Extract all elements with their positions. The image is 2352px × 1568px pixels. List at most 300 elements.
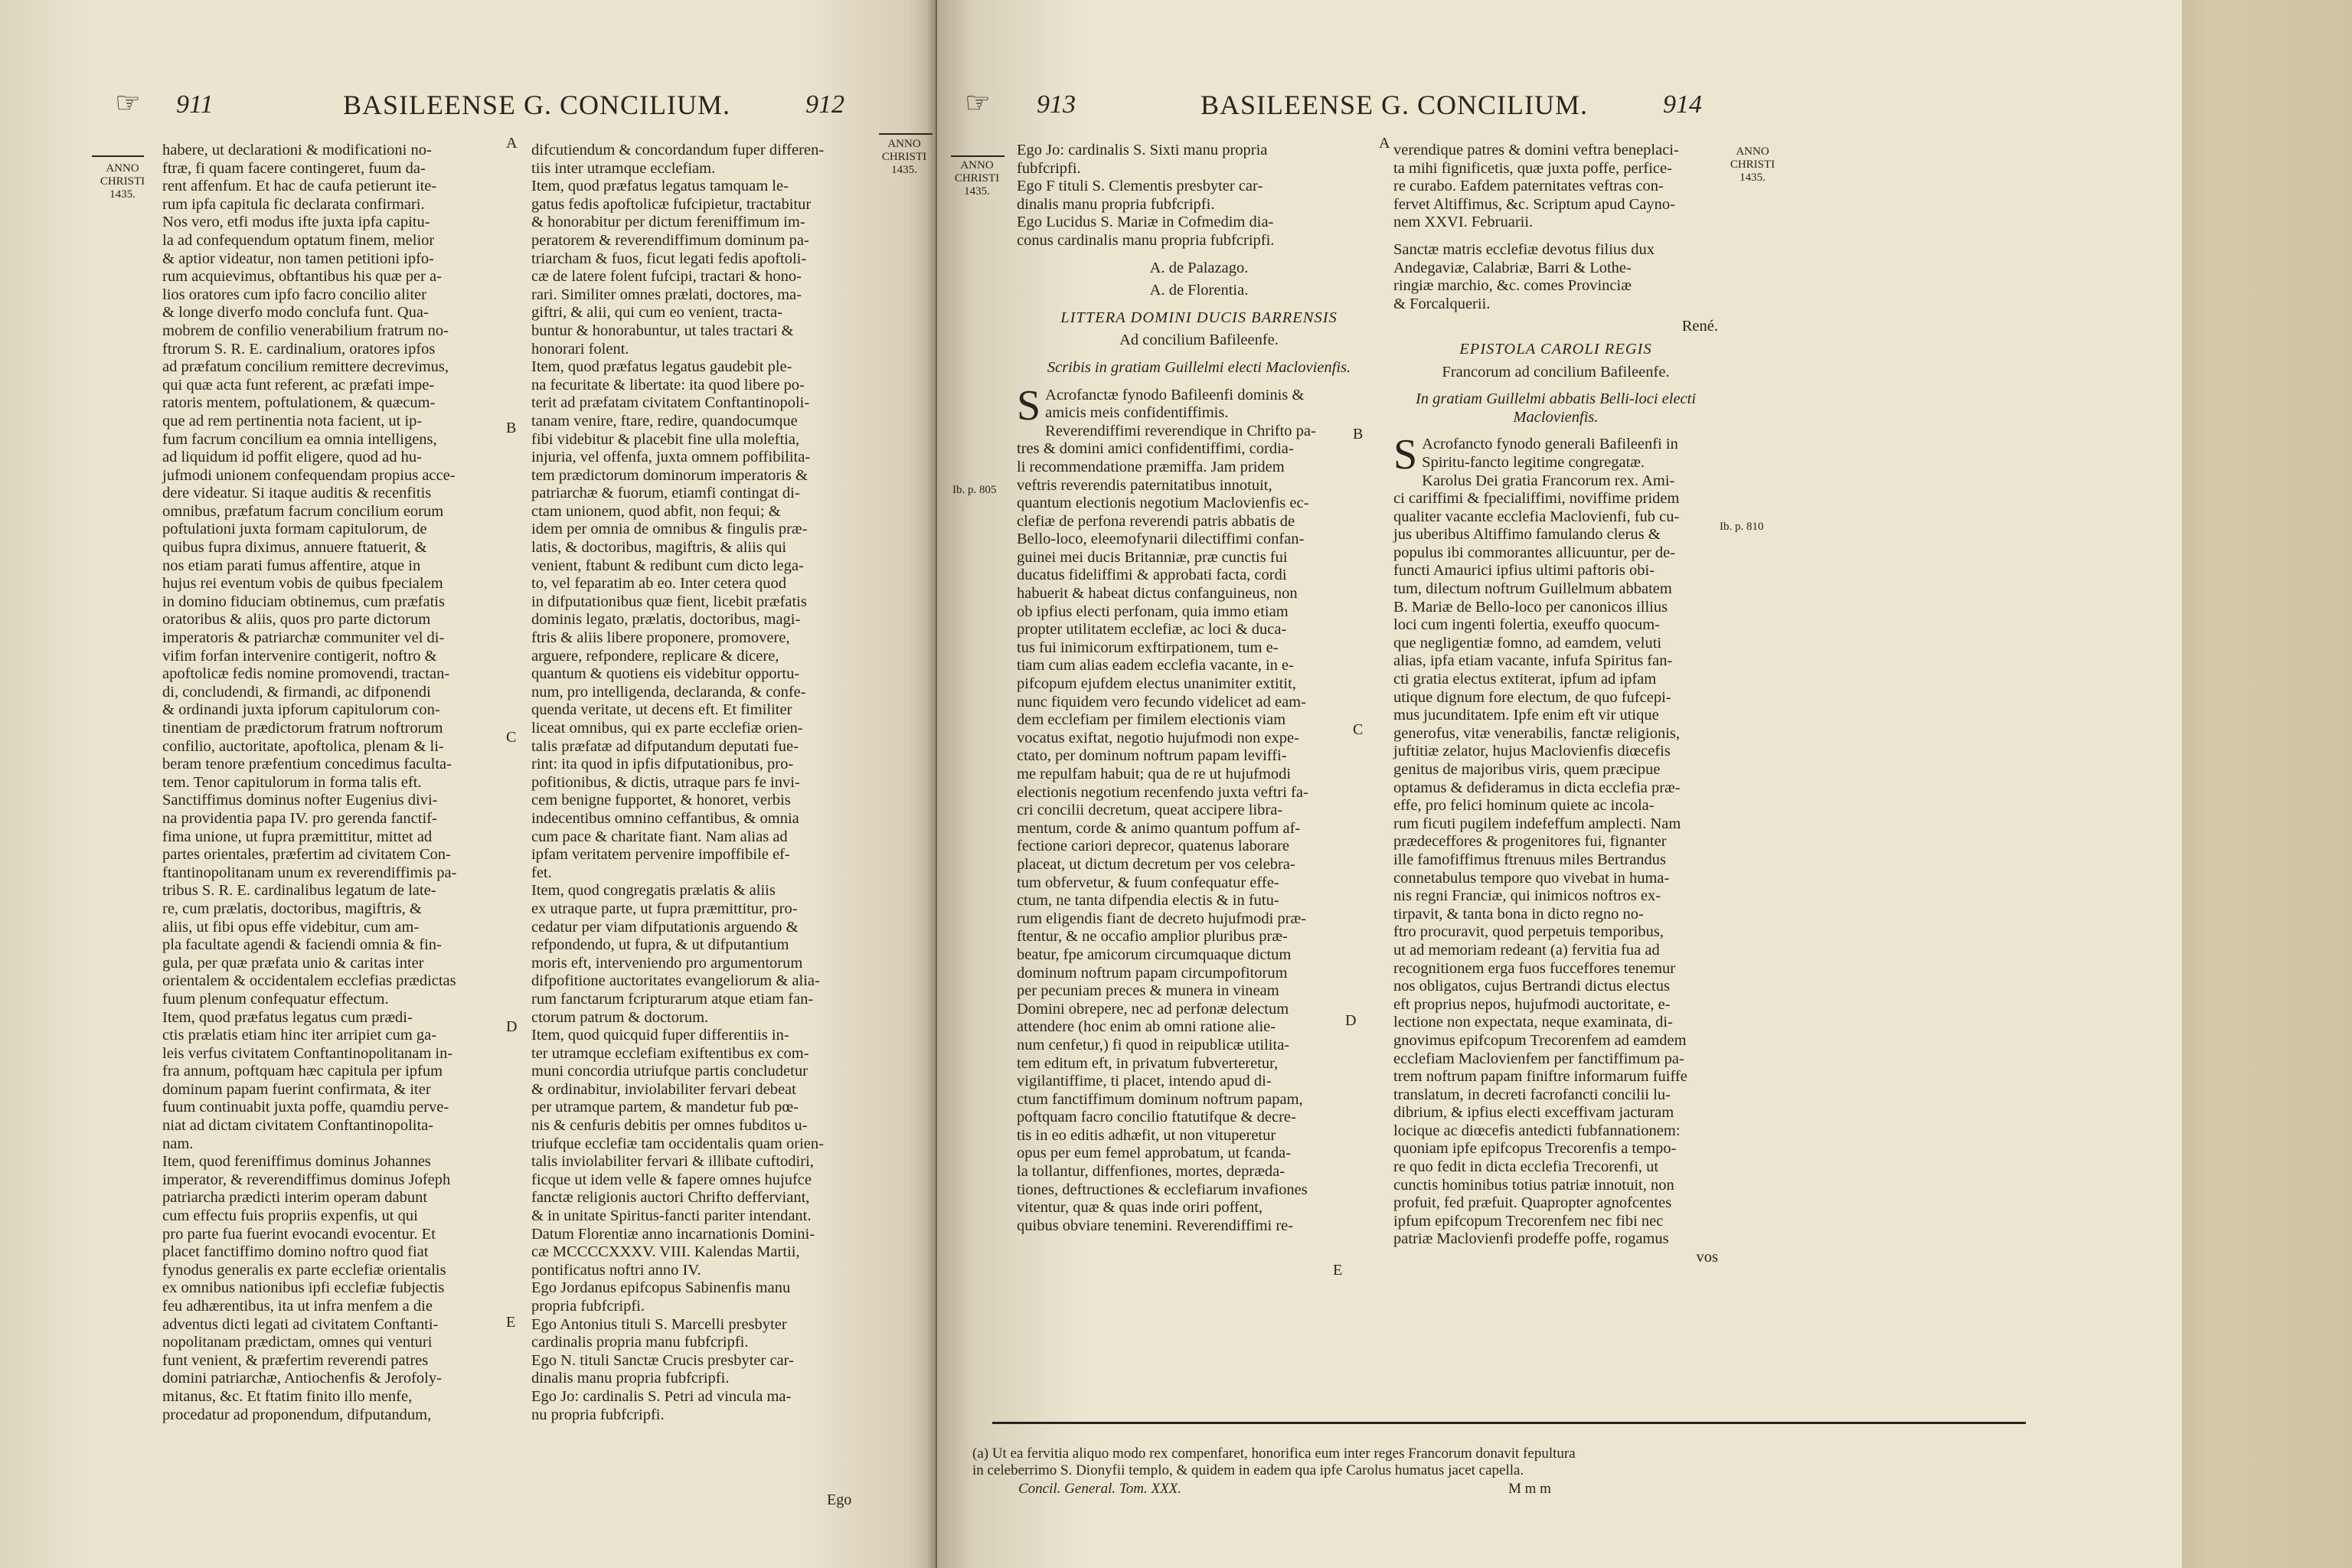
text-line: pla facultate agendi & faciendi omnia & fin- [162,936,442,954]
left-column-2 [531,142,876,1442]
footnote-rule [992,1422,2026,1424]
text-line: locique ac diœcefis antedicti fubfannationem: [1393,1122,1681,1139]
text-line: fibi videbitur & placebit fine ulla moleftia, [531,430,800,448]
text-line: placeat, ut dictum decretum per vos celebra- [1017,855,1295,873]
text-line: mus jucunditatem. Ipfe enim eft vir utique [1393,707,1659,724]
letter-title: LITTERA DOMINI DUCIS BARRENSIS [1060,309,1338,326]
page-number-911: 911 [176,90,214,119]
text-line: tum, dilectum noftrum Guillelmum abbatem [1393,580,1672,598]
text-line: B. Mariæ de Bello-loco per canonicos illius [1393,598,1668,616]
margin-letter-b: B [506,420,517,436]
text-line: Ego F tituli S. Clementis presbyter car- [1017,178,1263,195]
text-line: difcutiendum & concordandum fuper differen- [531,142,825,158]
text-line: pro parte fua fuerint evocandi evocentur. Et [162,1225,436,1243]
anno-christi-right: ANNO CHRISTI 1435. [881,138,927,176]
text-line: fuum plenum confequatur effectum. [162,990,389,1008]
text-line: difpofitione auctoritates evangeliorum & alia- [531,972,820,990]
text-line: placet fanctiffimo domino noftro quod fiat [162,1243,429,1261]
text-line: rint: ita quod in ipfis difputationibus, pro- [531,756,794,773]
spacer [1393,381,1718,390]
text-line: habere, ut declarationi & modificationi no- [162,142,432,158]
margin-letter-d: D [1345,1012,1357,1029]
text-line: li recommendatione præmiffa. Jam pridem [1017,458,1285,475]
text-line: vitentur, quæ & quas inde oriri poffent, [1017,1199,1263,1217]
text-line: Ego Lucidus S. Mariæ in Cofmedim dia- [1017,214,1274,231]
margin-letter-c: C [506,729,517,746]
text-line: Domini obrepere, nec ad perfonæ delectum [1017,1000,1289,1018]
text-line: fum facrum concilium ea omnia intelligens, [162,430,437,448]
text-line: beatur, fpe amicorum circumquaque dictum [1017,946,1292,963]
text-line: pofitionibus, & dictis, utraque pars fe invi- [531,773,800,791]
signature-rene: René. [1681,318,1718,335]
spacer [1017,377,1381,387]
page-number-913: 913 [1037,90,1076,119]
text-line: Item, quod præfatus legatus cum prædi- [162,1008,413,1026]
text-line: refpondendo, ut fupra, & ut difputantium [531,936,789,954]
text-line: lios oratores cum ipfo facro concilio aliter [162,286,426,303]
text-line: gnovimus epifcopum Trecorenfem ad eamdem [1393,1031,1687,1049]
text-line: optamus & defideramus in dicta ecclefia præ- [1393,779,1681,796]
text-line: electionis negotium recenfendo juxta veftri fa- [1017,783,1308,801]
spacer [1393,232,1718,241]
epistle-note: In gratiam Guillelmi abbatis Belli-loci electi Maclovienfis. [1415,390,1697,426]
text-line: tinentiam de prædictorum fratrum noftrorum [162,720,443,737]
text-line: cæ MCCCCXXXV. VIII. Kalendas Martii, [531,1243,800,1261]
text-line: liceat omnibus, qui ex parte ecclefiæ orien- [531,720,803,737]
signatory: A. de Palazago. [1149,259,1249,276]
text-line: Ego Jo: cardinalis S. Petri ad vincula ma- [531,1387,792,1405]
text-line: adventus dicti legati ad civitatem Conftanti- [162,1315,439,1333]
text-line: nis regni Franciæ, qui inimicos noftros ex- [1393,887,1661,905]
text-line: propter utilitatem ecclefiæ, ac loci & duca- [1017,621,1287,639]
text-line: & Forcalquerii. [1393,295,1491,312]
text-line: mentum, corde & animo quantum poffum af- [1017,819,1301,837]
text-line: ftro procuravit, quod perpetuis temporibus, [1393,923,1664,941]
text-line: mobrem de confilio venerabilium fratrum no- [162,322,449,339]
text-line: nu propria fubfcripfi. [531,1406,665,1423]
text-line: nis & cenfuris debitis per omnes fubditos u- [531,1117,808,1135]
text-line: nos obligatos, cujus Bertrandi dictus electus [1393,978,1670,995]
text-line: ut ad memoriam redeant (a) fervitia fua ad [1393,941,1660,959]
text-line: Sanctiffimus dominus nofter Eugenius divi- [162,792,438,809]
text-line: confilio, auctoritate, apoftolica, plenam & li- [162,737,444,755]
text-line: Nos vero, etfi modus ifte juxta ipfa capitu- [162,214,430,231]
text-line: domini patriarchæ, Antiochenfis & Jerofoly- [162,1370,442,1387]
text-line: veftris reverendis paternitatibus innotuit, [1017,476,1272,494]
margin-letter-c: C [1353,721,1364,738]
text-line: mitanus, &c. Et ftatim finito illo menfe, [162,1387,413,1405]
text-line: generofus, vitæ venerabilis, fanctæ religionis, [1393,724,1681,742]
text-line: connetabulus tempore quo vivebat in huma- [1393,869,1670,887]
right-column-2 [1393,142,1718,1267]
text-line: & longe diverfo modo conclufa funt. Qua- [162,304,429,322]
text-line: Reverendiffimi reverendique in Chrifto pa- [1045,422,1316,439]
text-line: ex utraque parte, ut fupra præmittitur, pro- [531,900,798,917]
text-line: dere videatur. Si itaque auditis & recenfitis [162,485,432,502]
catchword-left: Ego [827,1491,852,1508]
text-line: rum eligendis fiant de decreto hujufmodi præ- [1017,910,1307,927]
text-line: rum ficuti pugilem indefeffum amplecti. Nam [1393,815,1681,832]
text-line: tum obfervetur, & fuum confequatur effe- [1017,874,1279,891]
text-line: ftantinopolitanam unum ex reverendiffimis pa- [162,864,457,881]
text-line: tem editum eft, in privatum fubverteretur, [1017,1054,1279,1072]
text-line: fet. [531,864,552,881]
text-line: ratoris mentem, poftulationem, & quæcum- [162,394,436,412]
text-line: gatus fedis apoftolicæ fufcipietur, tractabitur [531,195,812,213]
pointing-hand-icon: ☞ [115,87,142,119]
text-line: utique dignum fore electum, de quo fufcepi- [1393,688,1671,706]
text-line: ipfum epifcopum Trecorenfem nec fibi nec [1393,1212,1664,1230]
text-line: talis præfatæ ad difputandum deputati fue- [531,737,799,755]
text-line: patriarchæ & fuorum, etiamfi contingat di- [531,485,800,502]
left-column-1 [162,142,519,1424]
text-line: ftris & aliis libere proponere, promovere, [531,629,790,647]
text-line: & ordinabitur, inviolabiliter fervari debeat [531,1080,796,1098]
text-line: re, cum prælatis, doctoribus, magiftris, & [162,900,422,917]
text-line: verendique patres & domini veftra beneplaci- [1393,142,1679,158]
text-line: ducatus fideliffimi & approbati facta, cordi [1017,567,1287,584]
text-line: na providentia papa IV. pro gerenda fanctif- [162,809,437,827]
text-line: cunctis hominibus totius patriæ innotuit, non [1393,1176,1674,1194]
text-line: pontificatus noftri anno IV. [531,1261,701,1279]
margin-letter-e: E [506,1314,516,1331]
text-line: giftri, & alii, qui cum eo venient, tracta- [531,304,782,322]
text-line: Datum Florentiæ anno incarnationis Domini- [531,1225,815,1243]
text-line: quantum & quotiens eis videbitur opportu- [531,665,800,683]
text-line: indecentibus omnino ceffantibus, & omnia [531,809,799,827]
text-line: vocatus exiftat, negotio hujufmodi non expe- [1017,729,1299,746]
text-line: Item, quod fereniffimus dominus Johannes [162,1153,431,1171]
text-line: num, pro intelligenda, declaranda, & confe- [531,683,806,701]
text-line: habuerit & habeat dictus confanguineus, non [1017,585,1298,603]
margin-letter-a: A [1379,135,1390,152]
text-line: tem. Tenor capitulorum in forma talis eft. [162,773,422,791]
text-line: latis, & doctoribus, magiftris, & aliis qui [531,539,787,557]
anno-christi-left: ANNO CHRISTI 1435. [100,162,145,201]
text-line: eft proprius nepos, hujufmodi auctoritate, e- [1393,995,1671,1013]
text-line: nunc fiquidem vero fecundo videlicet ad eam- [1017,693,1306,710]
text-line: to, vel feparatim ab eo. Inter cetera quod [531,575,786,593]
text-line: injuria, vel offenfa, juxta omnem poffibilita- [531,449,811,466]
text-line: fectione cariori deprecor, quatenus laborare [1017,838,1290,855]
text-line: ctum, ne tanta difpendia electis & in futu- [1017,892,1279,910]
text-line: feu adhærentibus, ita ut infra menfem a die [162,1298,433,1315]
footnote [972,1446,2060,1499]
text-line: vigilantiffime, ti placet, intendo apud di- [1017,1073,1272,1090]
text-line: re curabo. Eafdem paternitates veftras con- [1393,178,1664,195]
text-line: ob ipfius electi perfonam, quia immo etiam [1017,603,1289,620]
text-line: translatum, in decreti facrofancti concilii lu- [1393,1086,1671,1103]
text-line: & honorabitur per dictum fereniffimum im- [531,214,805,231]
text-line: populus ibi commorantes allicuuntur, per de- [1393,544,1676,561]
text-line: buntur & honorabuntur, ut tales tractari & [531,322,794,339]
text-line: Ego Antonius tituli S. Marcelli presbyter [531,1315,787,1333]
text-line: fuum continuabit juxta poffe, quamdiu perve- [162,1099,449,1116]
text-line: partes orientales, præfertim ad civitatem Con- [162,846,451,864]
text-line: amicis meis confidentiffimis. [1045,404,1229,422]
text-line: dinalis manu propria fubfcripfi. [1017,195,1215,213]
text-line: di, concludendi, & firmandi, ac difponendi [162,683,431,701]
anno-christi-left: ANNO CHRISTI 1435. [954,159,1000,198]
text-line: quibus obviare tenemini. Reverendiffimi re- [1017,1217,1294,1234]
text-line: dominum papam fuerint confirmata, & iter [162,1080,431,1098]
text-line: tiis inter utramque ecclefiam. [531,159,716,177]
text-line: hujus rei eventum vobis de quibus fpecialem [162,575,443,593]
anno-rule-right [879,133,933,135]
text-line: triarcham & fuos, ficut legati fedis apoftoli- [531,250,807,267]
text-line: tres & domini amici confidentiffimi, cordia- [1017,440,1294,458]
page-number-912: 912 [805,90,844,119]
text-line: ecclefiam Maclovienfem per fanctiffimum pa- [1393,1050,1684,1067]
text-line: que ad rem pertinentia nota facient, ut ip- [162,412,423,430]
text-line: juftitiæ zelator, hujus Maclovienfis diœcefis [1393,743,1671,760]
text-line: ctam unionem, quod abfit, non fequi; & [531,502,781,520]
text-line: per pecuniam preces & munera in vineam [1017,982,1279,1000]
text-line: Andegaviæ, Calabriæ, Barri & Lothe- [1393,259,1632,276]
text-line: ctis prælatis etiam hinc iter arripiet cum ga- [162,1027,437,1044]
spacer [1017,250,1381,260]
left-page-header [0,87,936,129]
text-line: S Acrofancto fynodo generali Bafileenfi in [1393,431,1678,479]
text-line: clefiæ de perfona reverendi patris abbatis de [1017,512,1295,530]
text-line: tiam cum alias eadem ecclefia vacante, in e- [1017,657,1294,675]
text-line: ipfam veritatem pervenire impoffibile ef- [531,846,790,864]
text-line: alias, ipfa etiam vacante, infufa Spiritus fan- [1393,652,1673,670]
text-line: la tollantur, diffenfiones, mortes, depræda- [1017,1163,1285,1181]
spacer [1017,300,1381,309]
text-line: fanctæ religionis auctori Chrifto defferviant, [531,1189,810,1207]
text-line: dominis legato, prælatis, doctoribus, magi- [531,611,801,629]
text-line: ftræ, fi quam facere contingeret, fuum da- [162,159,426,177]
text-line: nos etiam parati fumus affentire, atque in [162,557,421,574]
gathering-signature: M m m [1508,1481,1551,1497]
text-line: loci cum ingenti folertia, exeuffo quocum- [1393,616,1661,634]
text-line: ille famofiffimus ftrenuus miles Bertrandus [1393,851,1667,868]
text-line: jufmodi unionem confequendam propius acce- [162,466,456,484]
text-line: effe, pro felici hominum quiete ac incola- [1393,797,1655,815]
text-line: honorari folent. [531,340,629,358]
source-ref-left: Ib. p. 805 [952,484,997,496]
text-line: rum acquievimus, obftantibus his quæ per a- [162,268,442,286]
epistle-title: EPISTOLA CAROLI REGIS [1459,340,1652,358]
text-line: omnibus, præfatum facrum concilium eorum [162,502,444,520]
text-line: la ad confequendum optatum finem, melior [162,231,435,249]
text-line: cti gratia electus extiterat, ipfum ad ipfam [1393,671,1657,688]
text-line: cri concilii decretum, queat accipere libra- [1017,802,1283,819]
text-line: re quo fedit in dicta ecclefia Trecorenfi, ut [1393,1158,1659,1176]
right-column-1 [1017,142,1381,1235]
text-line: ctorum patrum & doctorum. [531,1008,709,1026]
text-line: ad liquidum id poffit eligere, quod ad hu- [162,449,422,466]
text-line: S Acrofanctæ fynodo Bafileenfi dominis & [1017,381,1305,430]
text-line: guinei mei ducis Britanniæ, præ cunctis fui [1017,548,1288,566]
text-line: opus per eum femel approbatum, ut fcanda- [1017,1145,1292,1162]
text-line: qui quæ acta funt referent, ac præfati impe- [162,376,435,394]
right-page-header [937,87,2182,129]
text-line: ctum fanctiffimum dominum noftrum papam, [1017,1090,1303,1108]
text-line: imperatoris & patriarchæ communiter vel di- [162,629,445,647]
text-line: lectione non expectata, neque examinata, di- [1393,1014,1673,1031]
text-line: tirpavit, & tanta bona in dicto regno no- [1393,905,1644,923]
text-line: dinalis manu propria fubfcripfi. [531,1370,730,1387]
margin-letter-a: A [506,135,518,152]
right-page [937,0,2182,1568]
text-line: fima unione, ut fupra præmittitur, mittet ad [162,828,433,845]
margin-letter-d: D [506,1018,518,1035]
text-line: cardinalis propria manu fubfcripfi. [531,1334,749,1351]
text-line: dibrium, & ipfius electi exceffivam jacturam [1393,1104,1674,1122]
anno-rule-left [951,155,1004,157]
footnote-line-1: (a) Ut ea fervitia aliquo modo rex compenfaret, honorifica eum inter reges Francorum donavit fepultura [972,1446,1576,1462]
text-line: orientalem & occidentalem ecclefias prædictas [162,972,456,990]
text-line: conus cardinalis manu propria fubfcripfi. [1017,231,1275,249]
text-line: rum fanctarum fcripturarum atque etiam fan- [531,990,814,1008]
text-line: num cenfetur,) fi quod in reipublicæ utilita- [1017,1036,1290,1054]
text-line: profuit, fed præfuit. Quapropter agnofcentes [1393,1194,1672,1212]
text-line: poftulationi juxta formam capitulorum, de [162,521,427,538]
letter-note: Scribis in gratiam Guillelmi electi Maclovienfis. [1047,358,1351,376]
text-line: que negligentiæ fomno, ad eamdem, veluti [1393,634,1662,652]
text-line: cæ de latere folent fufcipi, tractari & hono- [531,268,802,286]
text-line: beram tenore præfentium concedimus faculta- [162,756,452,773]
text-line: ex omnibus nationibus ipfi ecclefiæ fubjectis [162,1279,445,1297]
spacer [1393,426,1718,436]
text-line: quenda veritate, ut decens eft. Et fimiliter [531,701,792,719]
text-line: tem prædictorum dominorum imperatoris & [531,466,808,484]
pointing-hand-icon: ☞ [965,87,991,119]
text-line: & in unitate Spiritus-fancti pariter intendant. [531,1207,812,1225]
text-line: tanam venire, ftare, redire, quandocumque [531,412,798,430]
running-title: BASILEENSE G. CONCILIUM. [343,90,730,120]
left-page [0,0,936,1568]
text-line: quantum electionis negotium Maclovienfis ec- [1017,495,1309,512]
text-line: Sanctæ matris ecclefiæ devotus filius dux [1393,240,1655,258]
text-line: cem benigne fupportet, & honoret, verbis [531,792,791,809]
anno-rule-left [92,155,144,157]
text-line: in difputationibus quæ fient, licebit præfatis [531,593,807,610]
letter-subtitle: Ad concilium Bafileenfe. [1119,332,1279,349]
text-line: attendere (hoc enim ab omni ratione alie- [1017,1018,1276,1036]
text-line: Karolus Dei gratia Francorum rex. Ami- [1422,472,1675,489]
text-line: poftquam facro concilio ftatutifque & decre- [1017,1109,1296,1126]
text-line: Bello-loco, eleemofynarii dilectiffimi confan- [1017,531,1305,548]
text-line: me repulfam habuit; qua de re ut hujufmodi [1017,766,1292,782]
text-line: peratorem & reverendiffimum dominum pa- [531,231,809,249]
text-line: recognitionem erga fuos fucceffores tenemur [1393,959,1676,977]
text-line: patriæ Maclovienfi prodeffe poffe, rogamus [1393,1230,1669,1248]
text-line: arguere, refpondere, replicare & dicere, [531,647,779,665]
text-line: terit ad præfatam civitatem Conftantinopoli- [531,394,810,412]
text-line: fynodus generalis ex parte ecclefiæ orientalis [162,1261,446,1279]
text-line: quibus fupra diximus, annuere ftatuerit, & [162,539,427,557]
page-number-914: 914 [1663,90,1702,119]
epistle-subtitle: Francorum ad concilium Bafileenfe. [1442,363,1670,381]
footnote-line-2: in celeberrimo S. Dionyfii templo, & quidem in eadem qua ipfe Carolus humatus jacet capella. [972,1462,1524,1478]
text-line: idem per omnia de omnibus & fingulis præ- [531,521,808,538]
text-line: Ego N. tituli Sanctæ Crucis presbyter car- [531,1351,794,1369]
text-line: trem noftrum papam finiftre informarum fuiffe [1393,1068,1687,1086]
text-line: Item, quod quicquid fuper differentiis in- [531,1027,789,1044]
text-line: per utramque partem, & mandetur fub pœ- [531,1099,799,1116]
running-title: BASILEENSE G. CONCILIUM. [1200,90,1588,120]
text-line: tribus S. R. E. cardinalibus legatum de late- [162,882,436,900]
text-line: na fecuritate & libertate: ita quod libere po- [531,376,805,394]
text-line: & aptior videatur, non tamen petitioni ipfo- [162,250,434,267]
text-line: ctato, per dominum noftrum papam leviffi- [1017,747,1287,765]
text-line: jus uberibus Altiffimo famulando clerus & [1393,526,1661,544]
spacer [1017,350,1381,359]
text-line: cum effectu fuis propriis expenfis, ut qui [162,1207,418,1225]
text-line: procedatur ad proponendum, difputandum, [162,1406,432,1423]
text-line: quoniam ipfe epifcopus Trecorenfis a tempo- [1393,1140,1677,1158]
text-line: functi Amaurici ipfius ultimi paftoris obi- [1393,562,1655,580]
text-line: genitus de majoribus viris, quem præcipue [1393,761,1661,778]
text-line: tus fui inimicorum exftirpationem, tum e- [1017,639,1279,656]
text-line: venient, ftabunt & redibunt cum dicto lega- [531,557,804,574]
signatory: A. de Florentia. [1149,282,1249,299]
text-line: triufque ecclefiæ tam occidentalis quam orien- [531,1135,824,1152]
text-line: imperator, & reverendiffimus dominus Jofeph [162,1171,451,1188]
text-line: rum ipfa capitula fic declarata confirmari. [162,195,425,213]
text-line: propria fubfcripfi. [531,1298,645,1315]
book-page-edges [2159,0,2352,1568]
text-line: nem XXVI. Februarii. [1393,214,1534,231]
text-line: oratoribus & aliis, quos pro parte dictorum [162,611,431,629]
text-line: fubfcripfi. [1017,159,1081,177]
text-line: ci cariffimi & fpecialiffimi, noviffime pridem [1393,490,1680,508]
margin-letter-b: B [1353,426,1364,443]
text-line: fervet Altiffimus, &c. Scriptum apud Cayno- [1393,195,1675,213]
text-line: nam. [162,1135,194,1152]
text-line: talis inviolabiliter fervari & illibate cuftodiri, [531,1153,814,1171]
text-line: rent affenfum. Et hac de caufa petierunt ite- [162,178,437,195]
text-line: aliis, ut fibi opus effe videbitur, cum am- [162,918,420,936]
text-line: dem ecclefiam per fimilem electionis viam [1017,711,1286,729]
text-line: nopolitanam prædictam, omnes qui venturi [162,1334,433,1351]
text-line: & ordinandi juxta ipforum capitulorum con- [162,701,440,719]
text-line: Spiritu-fancto legitime congregatæ. [1422,453,1645,471]
volume-signature: Concil. General. Tom. XXX. [1018,1481,1182,1497]
text-line: funt venient, & præfertim reverendi patres [162,1351,429,1369]
anno-christi-right: ANNO CHRISTI 1435. [1730,145,1775,184]
text-line: Ego Jordanus epifcopus Sabinenfis manu [531,1279,791,1297]
text-line: in domino fiduciam obtinemus, cum præfatis [162,593,445,610]
text-line: gula, per quæ præfata unio & caritas inter [162,954,424,972]
text-line: Ego Jo: cardinalis S. Sixti manu propria [1017,142,1268,158]
source-ref-right: Ib. p. 810 [1720,521,1764,533]
text-line: ftrorum S. R. E. cardinalium, oratores ipfos [162,340,436,358]
text-line: prædeceffores & progenitores fui, fignanter [1393,833,1667,851]
text-line: ter utramque ecclefiam exiftentibus ex com- [531,1044,809,1062]
margin-letter-e: E [1333,1262,1343,1279]
text-line: qualiter vacante ecclefia Maclovienfi, fub cu- [1393,508,1680,525]
text-line: ftentur, & ne occafio amplior pluribus præ- [1017,928,1288,946]
drop-cap: S [1393,431,1418,479]
text-line: Item, quod præfatus legatus gaudebit ple- [531,358,792,376]
text-line: niat ad dictam civitatem Conftantinopolita- [162,1117,434,1135]
text-line: cedatur per viam difputationis arguendo & [531,918,799,936]
text-line: tiones, deftructiones & ecclefiarum invafiones [1017,1181,1308,1198]
text-line: fra annum, poftquam hæc capitula per ipfum [162,1063,443,1080]
text-line: apoftolicæ fedis nomine promovendi, tractan- [162,665,450,683]
text-line: pifcopum ejufdem electus unanimiter extitit, [1017,675,1296,693]
text-line: moris eft, interveniendo pro argumentorum [531,954,803,972]
text-line: ficque ut idem velle & fapere omnes hujufce [531,1171,812,1188]
text-line: cum pace & charitate fiant. Nam alias ad [531,828,788,845]
text-line: ringiæ marchio, &c. comes Provinciæ [1393,277,1632,295]
text-line: Item, quod congregatis prælatis & aliis [531,882,776,900]
text-line: patriarcha prædicti interim operam dabunt [162,1189,428,1207]
